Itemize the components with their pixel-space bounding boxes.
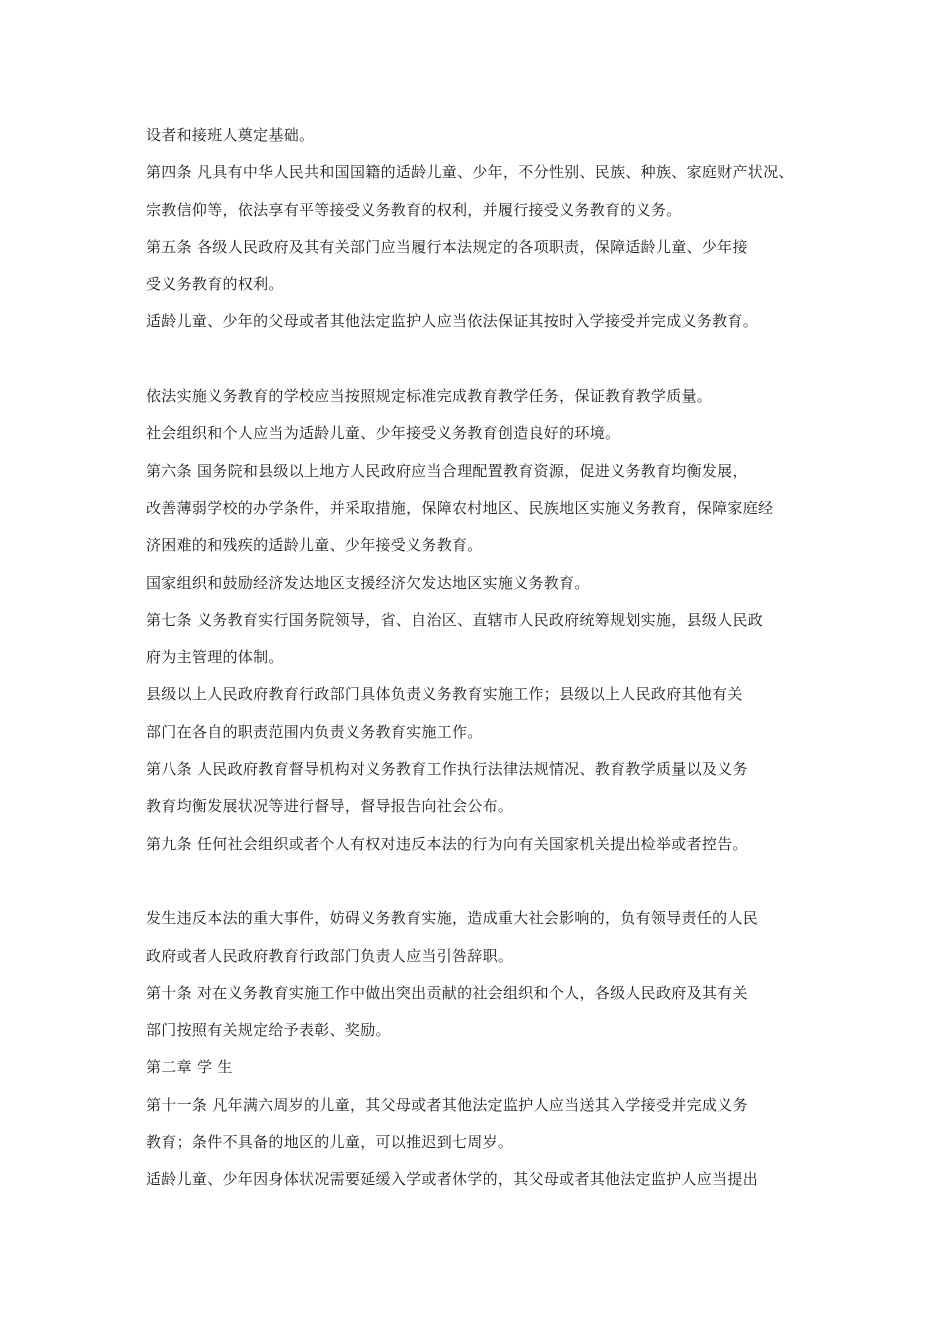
text-line: 教育均衡发展状况等进行督导，督导报告向社会公布。 (146, 797, 514, 816)
text-line: 国家组织和鼓励经济发达地区支援经济欠发达地区实施义务教育。 (146, 573, 590, 592)
text-line: 第二章 学 生 (146, 1058, 233, 1077)
text-line: 发生违反本法的重大事件，妨碍义务教育实施，造成重大社会影响的，负有领导责任的人民 (146, 909, 759, 928)
paragraph-gap (146, 344, 826, 381)
text-line: 改善薄弱学校的办学条件，并采取措施，保障农村地区、民族地区实施义务教育，保障家庭经 (146, 498, 774, 517)
paragraph-gap (146, 866, 826, 903)
text-line: 设者和接班人奠定基础。 (146, 126, 315, 144)
text-line: 第十条 对在义务教育实施工作中做出突出贡献的社会组织和个人，各级人民政府及其有关 (146, 983, 748, 1002)
text-line: 依法实施义务教育的学校应当按照规定标准完成教育教学任务，保证教育教学质量。 (146, 387, 713, 406)
text-line: 第八条 人民政府教育督导机构对义务教育工作执行法律法规情况、教育教学质量以及义务 (146, 760, 748, 779)
text-line: 社会组织和个人应当为适龄儿童、少年接受义务教育创造良好的环境。 (146, 424, 621, 443)
text-line: 济困难的和残疾的适龄儿童、少年接受义务教育。 (146, 536, 483, 555)
text-line: 第四条 凡具有中华人民共和国国籍的适龄儿童、少年，不分性别、民族、种族、家庭财产状况、 (146, 163, 794, 182)
text-line: 宗教信仰等，依法享有平等接受义务教育的权利，并履行接受义务教育的义务。 (146, 200, 682, 219)
text-line: 县级以上人民政府教育行政部门具体负责义务教育实施工作；县级以上人民政府其他有关 (146, 685, 743, 704)
document-body (146, 120, 826, 1202)
text-line: 教育；条件不具备的地区的儿童，可以推迟到七周岁。 (146, 1133, 514, 1152)
text-line: 适龄儿童、少年因身体状况需要延缓入学或者休学的，其父母或者其他法定监护人应当提出 (146, 1170, 759, 1189)
text-line: 第五条 各级人民政府及其有关部门应当履行本法规定的各项职责，保障适龄儿童、少年接 (146, 237, 748, 256)
text-line: 第六条 国务院和县级以上地方人民政府应当合理配置教育资源，促进义务教育均衡发展， (146, 461, 748, 480)
text-line: 部门按照有关规定给予表彰、奖励。 (146, 1021, 391, 1040)
text-line: 政府或者人民政府教育行政部门负责人应当引咎辞职。 (146, 946, 514, 965)
text-line: 府为主管理的体制。 (146, 648, 284, 667)
text-line: 第九条 任何社会组织或者个人有权对违反本法的行为向有关国家机关提出检举或者控告。 (146, 834, 748, 853)
text-line: 部门在各自的职责范围内负责义务教育实施工作。 (146, 722, 483, 741)
text-line: 适龄儿童、少年的父母或者其他法定监护人应当依法保证其按时入学接受并完成义务教育。 (146, 312, 759, 331)
text-line: 第十一条 凡年满六周岁的儿童，其父母或者其他法定监护人应当送其入学接受并完成义务 (146, 1095, 748, 1114)
text-line: 第七条 义务教育实行国务院领导，省、自治区、直辖市人民政府统筹规划实施，县级人民政 (146, 610, 764, 629)
text-line: 受义务教育的权利。 (146, 275, 284, 294)
